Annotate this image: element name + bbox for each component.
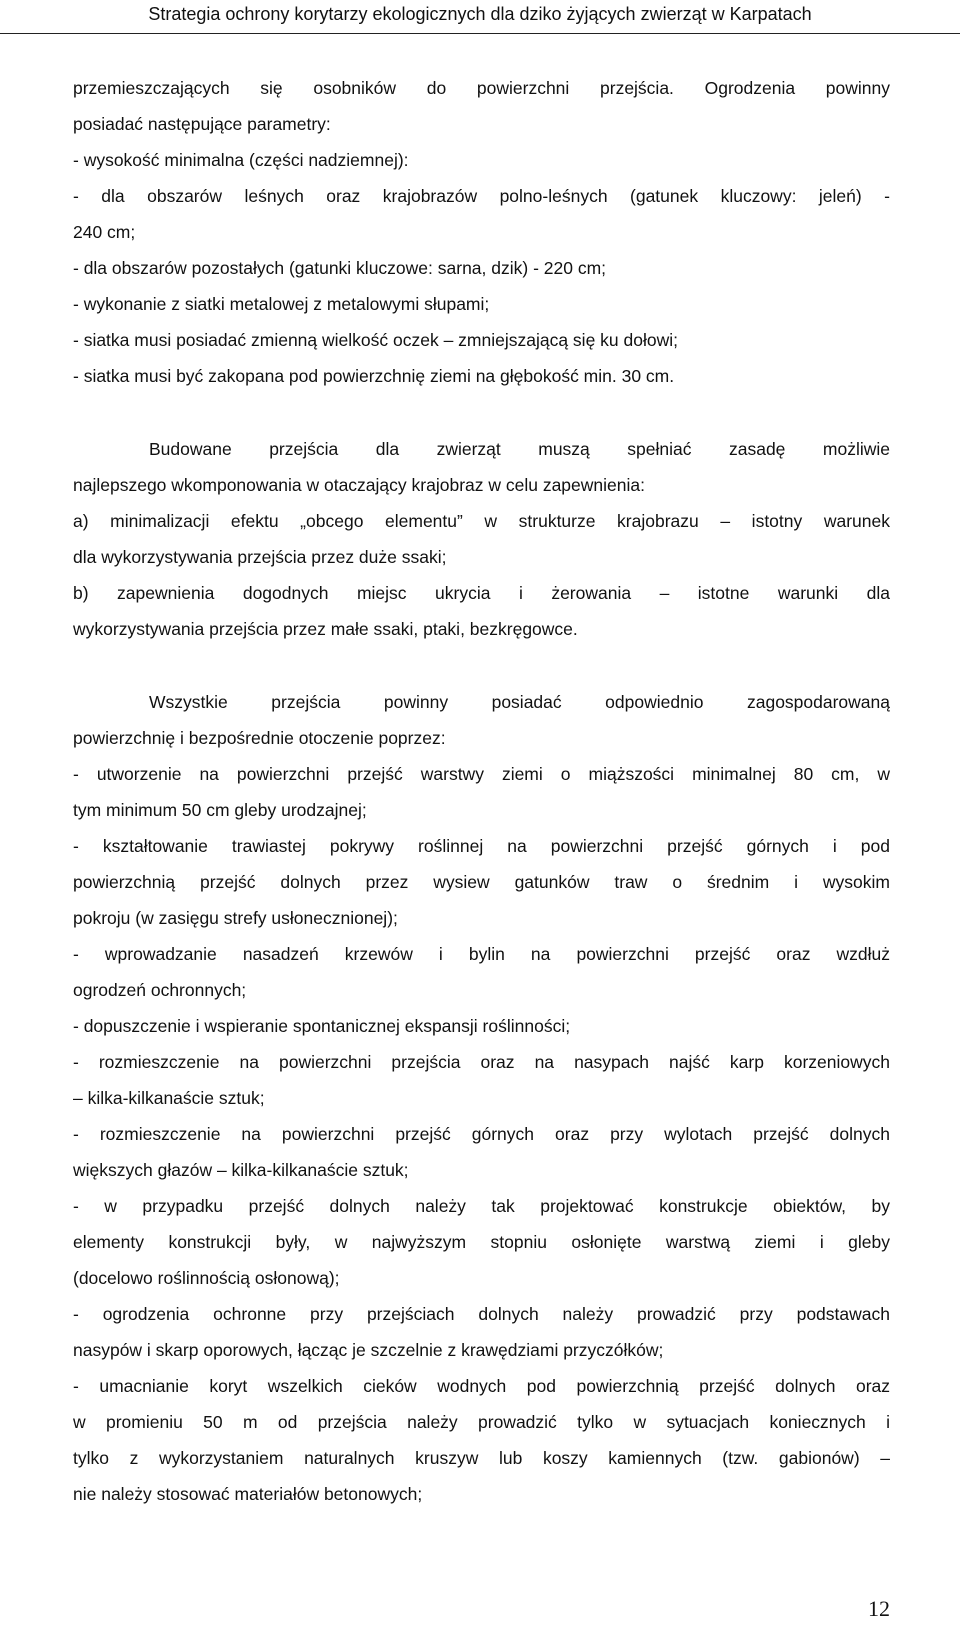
text-line: - ogrodzenia ochronne przy przejściach dolnych należy prowadzić przy podstawach xyxy=(73,1304,890,1324)
text-line: - rozmieszczenie na powierzchni przejść górnych oraz przy wylotach przejść dolnych xyxy=(73,1124,890,1144)
text-line: - w przypadku przejść dolnych należy tak projektować konstrukcje obiektów, by xyxy=(73,1196,890,1216)
text-line: najlepszego wkomponowania w otaczający krajobraz w celu zapewnienia: xyxy=(73,475,645,495)
text-line: większych głazów – kilka-kilkanaście sztuk; xyxy=(73,1160,409,1180)
text-line: (docelowo roślinnością osłonową); xyxy=(73,1268,340,1288)
text-line: wykorzystywania przejścia przez małe ssaki, ptaki, bezkręgowce. xyxy=(73,619,578,639)
text-line: b) zapewnienia dogodnych miejsc ukrycia i żerowania – istotne warunki dla xyxy=(73,583,890,603)
text-line: - siatka musi posiadać zmienną wielkość oczek – zmniejszającą się ku dołowi; xyxy=(73,330,678,350)
text-line: - wysokość minimalna (części nadziemnej): xyxy=(73,150,409,170)
text-line: - utworzenie na powierzchni przejść warstwy ziemi o miąższości minimalnej 80 cm, w xyxy=(73,764,890,784)
text-line: nasypów i skarp oporowych, łącząc je szczelnie z krawędziami przyczółków; xyxy=(73,1340,664,1360)
text-line: - dla obszarów pozostałych (gatunki kluczowe: sarna, dzik) - 220 cm; xyxy=(73,258,607,278)
header-title: Strategia ochrony korytarzy ekologicznych dla dziko żyjących zwierząt w Karpatach xyxy=(148,4,812,24)
running-header xyxy=(0,0,960,34)
text-line: ogrodzeń ochronnych; xyxy=(73,980,247,1000)
text-line: Budowane przejścia dla zwierząt muszą spełniać zasadę możliwie xyxy=(149,439,890,459)
text-line: przemieszczających się osobników do powierzchni przejścia. Ogrodzenia powinny xyxy=(73,78,890,98)
paragraph-gap xyxy=(73,647,890,684)
text-line: tym minimum 50 cm gleby urodzajnej; xyxy=(73,800,367,820)
text-line: - kształtowanie trawiastej pokrywy roślinnej na powierzchni przejść górnych i pod xyxy=(73,836,890,856)
paragraph-gap xyxy=(73,394,890,431)
text-line: - siatka musi być zakopana pod powierzchnię ziemi na głębokość min. 30 cm. xyxy=(73,366,675,386)
text-line: elementy konstrukcji były, w najwyższym stopniu osłonięte warstwą ziemi i gleby xyxy=(73,1232,890,1252)
text-line: – kilka-kilkanaście sztuk; xyxy=(73,1088,265,1108)
text-line: - rozmieszczenie na powierzchni przejścia oraz na nasypach najść karp korzeniowych xyxy=(73,1052,890,1072)
text-line: 240 cm; xyxy=(73,222,136,242)
text-line: Wszystkie przejścia powinny posiadać odpowiednio zagospodarowaną xyxy=(149,692,890,712)
text-line: pokroju (w zasięgu strefy usłonecznionej); xyxy=(73,908,398,928)
text-line: - dopuszczenie i wspieranie spontanicznej ekspansji roślinności; xyxy=(73,1016,571,1036)
page-number: 12 xyxy=(868,1596,890,1621)
text-line: a) minimalizacji efektu „obcego elementu” w strukturze krajobrazu – istotny warunek xyxy=(73,511,890,531)
text-line: posiadać następujące parametry: xyxy=(73,114,331,134)
text-line: dla wykorzystywania przejścia przez duże ssaki; xyxy=(73,547,447,567)
header-divider xyxy=(0,33,960,34)
text-line: powierzchnię i bezpośrednie otoczenie poprzez: xyxy=(73,728,446,748)
text-line: - umacnianie koryt wszelkich cieków wodnych pod powierzchnią przejść dolnych oraz xyxy=(73,1376,890,1396)
document-body xyxy=(73,70,890,1512)
text-line: nie należy stosować materiałów betonowych; xyxy=(73,1484,423,1504)
text-line: - wprowadzanie nasadzeń krzewów i bylin na powierzchni przejść oraz wzdłuż xyxy=(73,944,890,964)
text-line: tylko z wykorzystaniem naturalnych kruszyw lub koszy kamiennych (tzw. gabionów) – xyxy=(73,1448,890,1468)
text-line: - dla obszarów leśnych oraz krajobrazów polno-leśnych (gatunek kluczowy: jeleń) - xyxy=(73,186,890,206)
text-line: powierzchnią przejść dolnych przez wysiew gatunków traw o średnim i wysokim xyxy=(73,872,890,892)
text-line: - wykonanie z siatki metalowej z metalowymi słupami; xyxy=(73,294,490,314)
text-line: w promieniu 50 m od przejścia należy prowadzić tylko w sytuacjach koniecznych i xyxy=(73,1412,890,1432)
